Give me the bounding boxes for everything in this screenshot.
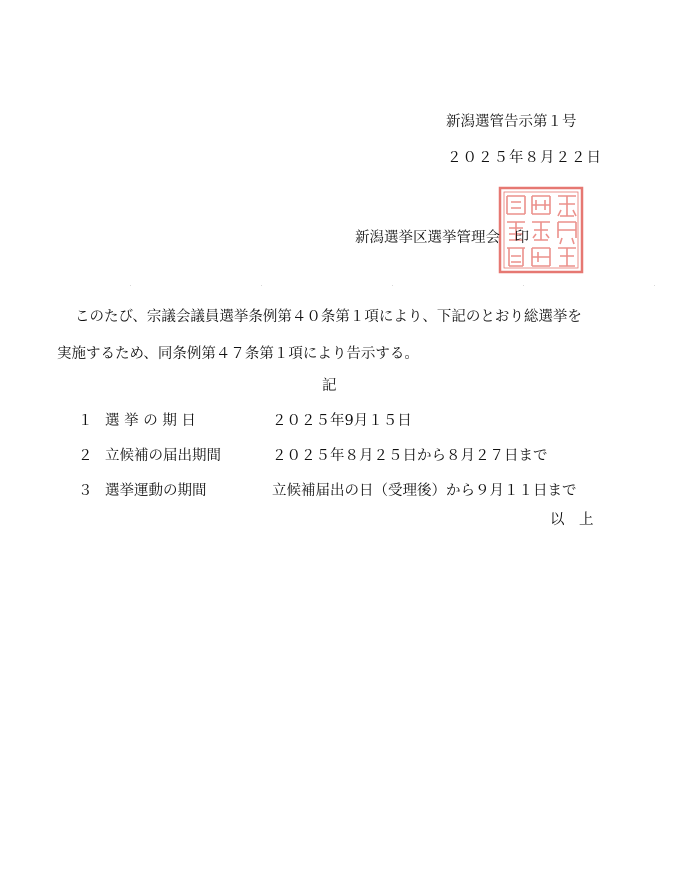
item-number: ３ (78, 483, 93, 499)
item-label: 立候補の届出期間 (105, 448, 221, 464)
item-value: ２０２５年８月２５日から８月２７日まで (272, 448, 548, 464)
scan-divider (0, 285, 686, 286)
issuer-name: 新潟選挙区選挙管理会 印 (355, 230, 529, 246)
item-number: ２ (78, 448, 93, 464)
ki-heading: 記 (322, 378, 337, 394)
item-row-election-date (0, 409, 686, 431)
item-label: 選挙運動の期間 (105, 483, 207, 499)
item-value: ２０２５年9月１５日 (272, 413, 412, 429)
item-number: １ (78, 413, 93, 429)
item-value: 立候補届出の日（受理後）から９月１１日まで (272, 483, 577, 499)
notice-reference-number: 新潟選管告示第１号 (446, 114, 577, 130)
closing-ijo: 以 上 (550, 512, 594, 528)
item-label: 選 挙 の 期 日 (105, 413, 196, 429)
item-row-candidacy-period (0, 444, 686, 466)
body-text-line-2: 実施するため、同条例第４７条第１項により告示する。 (57, 346, 419, 362)
item-row-campaign-period (0, 479, 686, 501)
notice-date: ２０２５年８月２２日 (447, 150, 602, 166)
body-text-line-1: このたび、宗議会議員選挙条例第４０条第１項により、下記のとおり総選挙を (75, 309, 582, 325)
